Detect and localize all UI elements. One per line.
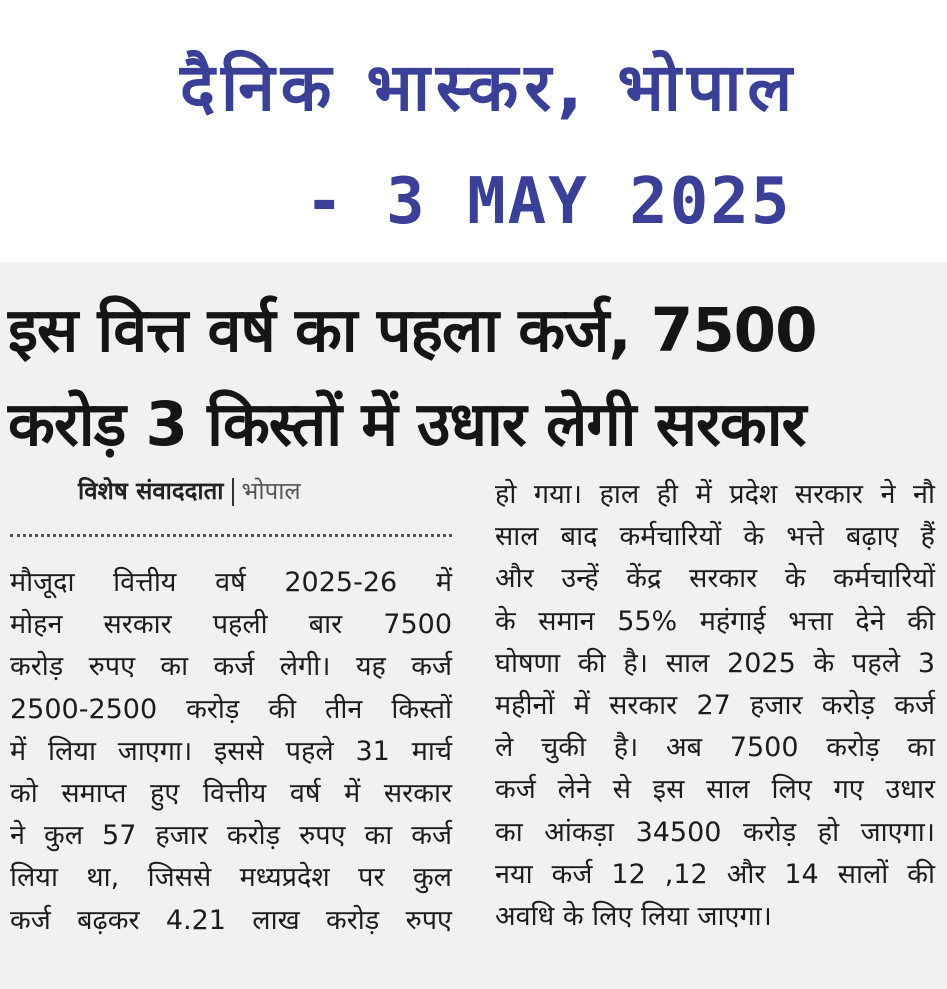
body-column-left [10,562,452,942]
text-line: नया कर्ज 12 ,12 और 14 सालों की [495,858,935,890]
text-line: का आंकड़ा 34500 करोड़ हो जाएगा। [495,816,935,848]
text-line: ले चुकी है। अब 7500 करोड़ का [495,732,935,764]
text-line: और उन्हें केंद्र सरकार के कर्मचारियों [495,563,935,595]
text-line: 2500-2500 करोड़ की तीन किस्तों [10,693,452,725]
text-line: करोड़ रुपए का कर्ज लेगी। यह कर्ज [10,651,452,683]
text-line: साल बाद कर्मचारियों के भत्ते बढ़ाए हैं [495,521,935,553]
text-line: कर्ज लेने से इस साल लिए गए उधार [495,774,935,806]
news-clipping [0,262,947,989]
text-line: हो गया। हाल ही में प्रदेश सरकार ने नौ [495,479,935,510]
byline [78,474,301,507]
newspaper-stamp: दैनिक भास्कर, भोपाल [180,49,799,126]
text-line: को समाप्त हुए वित्तीय वर्ष में सरकार [10,778,452,810]
headline-line: इस वित्त वर्ष का पहला कर्ज, 7500 [8,295,817,366]
text-line: घोषणा की है। साल 2025 के पहले 3 [495,647,935,679]
text-line: कर्ज बढ़कर 4.21 लाख करोड़ रुपए [10,904,452,936]
headline [8,284,938,472]
text-line: मोहन सरकार पहली बार 7500 [10,609,452,641]
text-line: में लिया जाएगा। इससे पहले 31 मार्च [10,735,452,767]
byline-author: विशेष संवाददाता [78,477,224,505]
text-line: ने कुल 57 हजार करोड़ रुपए का कर्ज [10,820,452,852]
stamp-area [0,0,947,262]
text-line: मौजूदा वित्तीय वर्ष 2025-26 में [10,567,452,598]
text-line: लिया था, जिससे मध्यप्रदेश पर कुल [10,862,452,894]
text-line: के समान 55% महंगाई भत्ता देने की [495,605,935,637]
headline-line: करोड़ 3 किस्तों में उधार लेगी सरकार [8,389,806,460]
dotted-divider [10,534,452,537]
text-line: अवधि के लिए लिया जाएगा। [495,901,772,933]
byline-separator [232,478,234,506]
byline-place: भोपाल [241,477,301,505]
text-line: महीनों में सरकार 27 हजार करोड़ कर्ज [495,690,935,722]
body-column-right [495,474,935,938]
date-stamp: - 3 MAY 2025 [305,165,792,239]
